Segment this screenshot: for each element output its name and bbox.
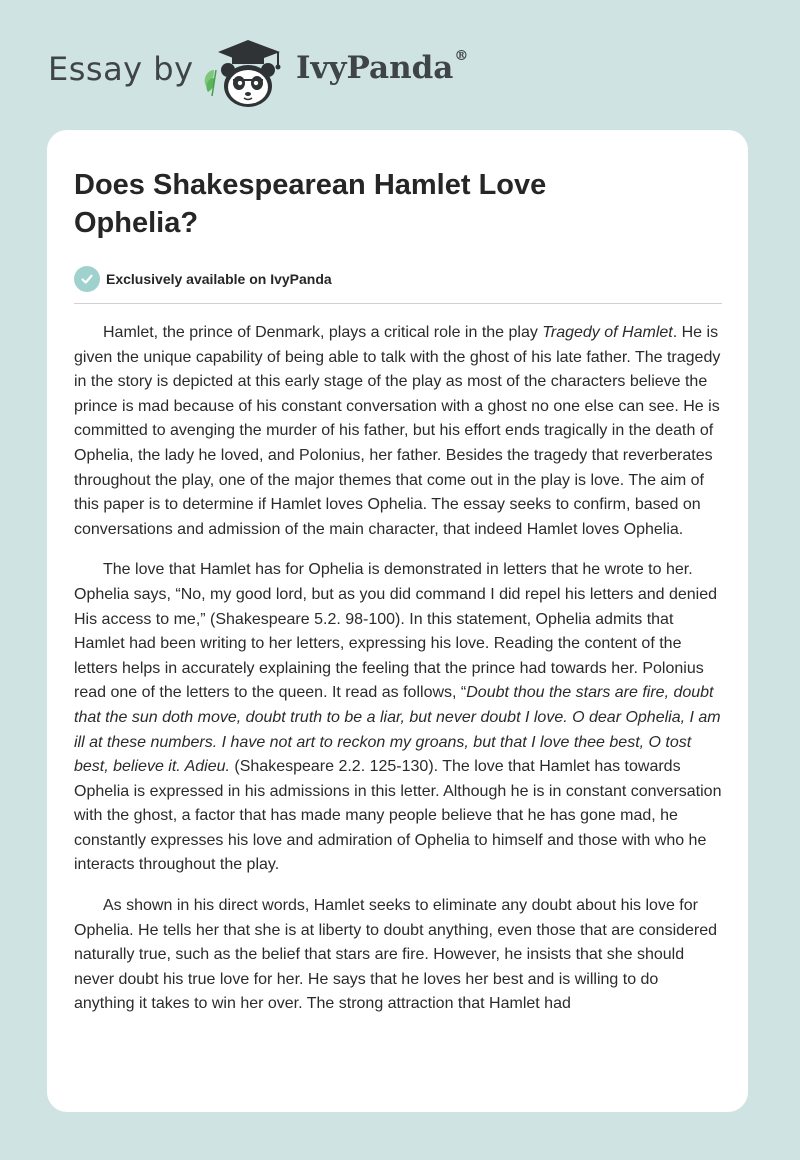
- paragraph-text: (Shakespeare 2.2. 125-130). The love that Hamlet has towards Ophelia is expressed in his admissions in this letter. Although he is in constant conversation with the ghost, a factor that has made many people believe that he has gone mad, he constantly expresses his love and admiration of Ophelia to himself and those with who he interacts throughout the play.: [74, 758, 722, 874]
- divider: [74, 303, 722, 304]
- registered-mark: ®: [454, 48, 469, 64]
- brand-prefix: Essay by: [48, 50, 194, 88]
- paragraph-text: Hamlet, the prince of Denmark, plays a critical role in the play: [103, 324, 543, 341]
- paragraph-text: . He is given the unique capability of being able to talk with the ghost of his late father. The tragedy in the story is depicted at this early stage of the play as most of the characters believe the prince is mad because of his constant conversation with a ghost no one else can see. He is committed to avenging the murder of his father, but his effort ends tragically in the death of Ophelia, the lady he loved, and Polonius, her father. Besides the tragedy that reverberates throughout the play, one of the major themes that come out in the play is love. The aim of this paper is to determine if Hamlet loves Ophelia. The essay seeks to confirm, based on conversations and admission of the main character, that indeed Hamlet loves Ophelia.: [74, 324, 721, 538]
- page-title: Does Shakespearean Hamlet Love Ophelia?: [74, 169, 547, 239]
- essay-body: [74, 321, 722, 1017]
- brand-name[interactable]: [296, 50, 468, 86]
- checkmark-icon: [74, 266, 100, 292]
- brand-name-text: IvyPanda: [296, 50, 454, 86]
- exclusive-label: Exclusively available on IvyPanda: [106, 271, 332, 287]
- paragraph-text: The love that Hamlet has for Ophelia is demonstrated in letters that he wrote to her. Ophelia says, “No, my good lord, but as you did command I did repel his letters and denied His access to me,” (Shakespeare 5.2. 98-100). In this statement, Ophelia admits that Hamlet had been writing to her letters, expressing his love. Reading the content of the letters helps in accurately explaining the feeling that the prince had towards her. Polonius read one of the letters to the queen. It read as follows, “: [74, 561, 718, 702]
- letter-quote: Doubt thou the stars are fire, doubt that the sun doth move, doubt truth to be a liar, but never doubt I love. O dear Ophelia, I am ill at these numbers. I have not art to reckon my groans, but that I love thee best, O tost best, believe it. Adieu.: [74, 684, 721, 776]
- essay-card: [47, 130, 748, 1112]
- exclusive-badge: [74, 265, 721, 293]
- site-header: [0, 0, 800, 130]
- essay-paragraph: [74, 894, 722, 1017]
- essay-paragraph: [74, 321, 722, 542]
- paragraph-text: As shown in his direct words, Hamlet seeks to eliminate any doubt about his love for Ophelia. He tells her that she is at liberty to doubt anything, even those that are considered naturally true, such as the belief that stars are fire. However, he insists that she should never doubt his true love for her. He says that he loves her best and is willing to do anything it takes to win her over. The strong attraction that Hamlet had: [74, 897, 718, 1013]
- essay-paragraph: [74, 558, 722, 878]
- panda-graduate-icon[interactable]: [200, 36, 288, 110]
- play-title: Tragedy of Hamlet: [542, 324, 673, 341]
